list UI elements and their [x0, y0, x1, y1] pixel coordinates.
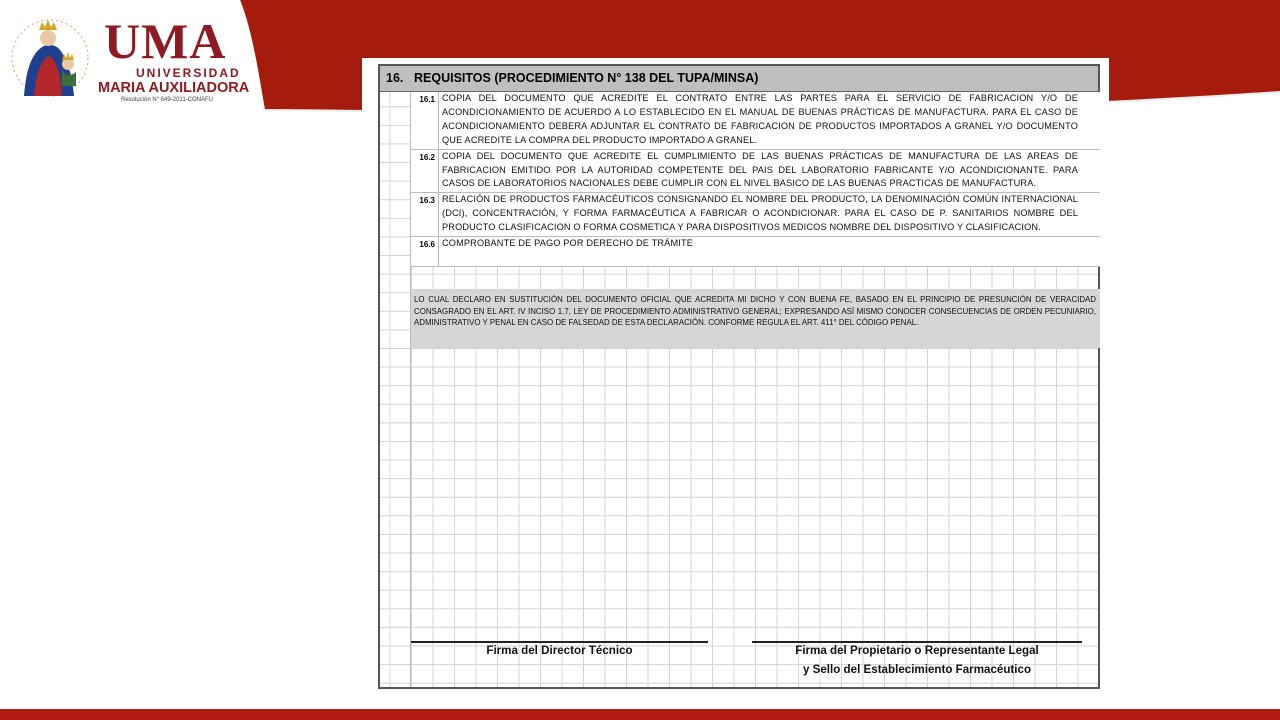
- logo-title: UMA: [104, 13, 227, 69]
- logo-name: MARIA AUXILIADORA: [98, 80, 250, 96]
- footer-bar: [0, 709, 1280, 720]
- requirement-item: [411, 193, 1100, 237]
- owner-signature-label: Firma del Propietario o Representante Legal: [795, 644, 1039, 657]
- requirement-number: 16.2: [411, 150, 439, 193]
- requirement-text: RELACIÓN DE PRODUCTOS FARMACÉUTICOS CONSIGNANDO EL NOMBRE DEL PRODUCTO, LA DENOMINACIÓN COMÚN INTERNACIONAL (DCI), CONCENTRACIÓN, Y FORMA FARMACÉUTICA A FABRICAR O ACONDICIONAR. PARA EL CASO DE P. SANITARIOS NOMBRE DEL PRODUCTO CLASIFICACION O FORMA COSMETICA Y PARA DISPOSITIVOS MEDICOS NOMBRE DEL DISPOSITIVO Y CLASIFICACION.: [442, 194, 1078, 233]
- left-margin-column: [380, 66, 411, 687]
- requirement-number: 16.6: [411, 237, 439, 266]
- form-sheet: [378, 64, 1100, 689]
- requirements-list: [411, 92, 1100, 267]
- requirement-item: [411, 150, 1100, 194]
- section-header: [380, 66, 1098, 92]
- section-title: REQUISITOS (PROCEDIMIENTO N° 138 DEL TUPA/MINSA): [414, 71, 759, 85]
- requirement-text: COPIA DEL DOCUMENTO QUE ACREDITE EL CUMPLIMIENTO DE LAS BUENAS PRÁCTICAS DE MANUFACTURA DE LAS AREAS DE FABRICACION EMITIDO POR LA AUTORIDAD COMPETENTE DEL PAIS DEL LABORATORIO FABRICANTE Y/O ACONDICIONANTE. PARA CASOS DE LABORATORIOS NACIONALES DEBE CUMPLIR CON EL NIVEL BASICO DE LAS BUENAS PRACTICAS DE MANUFACTURA.: [442, 150, 1078, 189]
- university-logo: [8, 10, 250, 103]
- owner-seal-label: y Sello del Establecimiento Farmacéutico: [802, 663, 1032, 676]
- requirement-number: 16.1: [411, 92, 439, 149]
- director-signature-label: Firma del Director Técnico: [486, 644, 633, 657]
- requirement-item: [411, 237, 1100, 267]
- virgin-mary-emblem-icon: [10, 14, 94, 98]
- owner-signature-line: [752, 641, 1082, 643]
- logo-university: UNIVERSIDAD: [136, 66, 241, 80]
- declaration-box: [411, 289, 1100, 348]
- declaration-text: LO CUAL DECLARO EN SUSTITUCIÓN DEL DOCUMENTO OFICIAL QUE ACREDITA MI DICHO Y CON BUENA FE, BASADO EN EL PRINCIPIO DE PRESUNCIÓN DE VERACIDAD CONSAGRADO EN EL ART. IV INCISO 1.7, LEY DE PROCEDIMIENTO ADMINISTRATIVO GENERAL; EXPRESANDO ASÍ MISMO CONOCER CONSECUENCIAS DE ORDEN PECUNIARIO, ADMINISTRATIVO Y PENAL EN CASO DE FALSEDAD DE ESTA DECLARACIÓN. CONFORME REGULA EL ART. 411° DEL CÓDIGO PENAL.: [414, 295, 1096, 328]
- requirement-number: 16.3: [411, 193, 439, 236]
- director-signature-line: [411, 641, 708, 643]
- logo-resolution: Resolución N° 649-2011-CONAFU: [121, 97, 213, 103]
- form-document: [362, 58, 1109, 690]
- section-number: 16.: [386, 71, 404, 85]
- requirement-text: COPIA DEL DOCUMENTO QUE ACREDITE EL CONTRATO ENTRE LAS PARTES PARA EL SERVICIO DE FABRICACION Y/O DE ACONDICIONAMIENTO DE ACUERDO A LO ESTABLECIDO EN EL MANUAL DE BUENAS PRÁCTICAS DE MANUFACTURA. PARA EL CASO DE ACONDICIONAMIENTO DEBERA ADJUNTAR EL CONTRATO DE FABRICACION DE PRODUCTOS IMPORTADOS A GRANEL Y/O DOCUMENTO QUE ACREDITE LA COMPRA DEL PRODUCTO IMPORTADO A GRANEL.: [442, 93, 1078, 145]
- requirement-item: [411, 92, 1100, 150]
- requirement-text: COMPROBANTE DE PAGO POR DERECHO DE TRÁMITE: [442, 238, 693, 249]
